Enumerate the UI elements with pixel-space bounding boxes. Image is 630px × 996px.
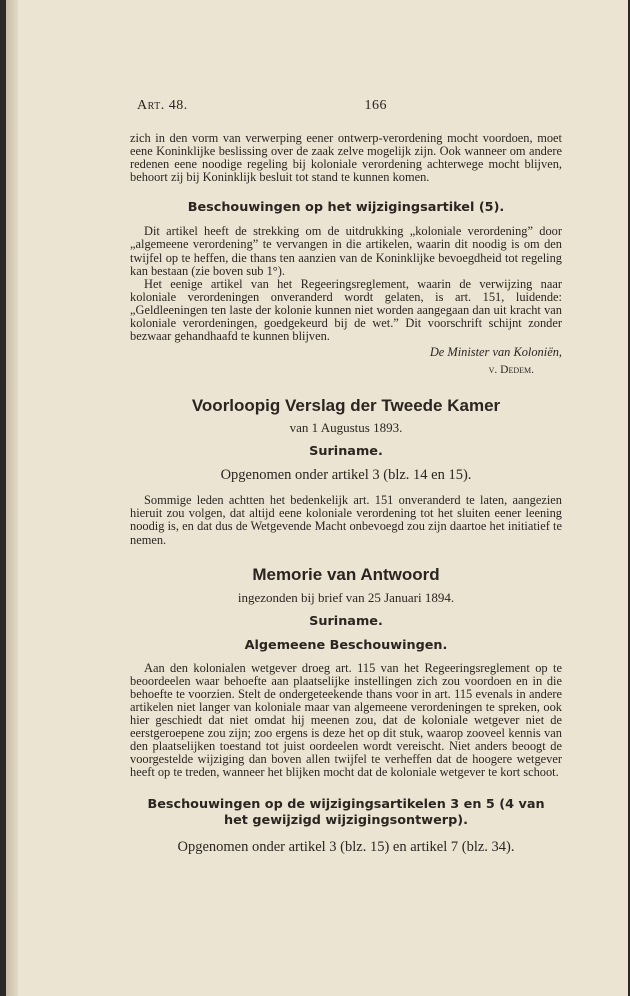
- article-label: Art. 48.: [137, 98, 188, 113]
- voorloopig-verslag-title: Voorloopig Verslag der Tweede Kamer: [191, 396, 501, 416]
- memorie-date: ingezonden bij brief van 25 Januari 1894.: [237, 589, 455, 605]
- page-gutter: [6, 0, 18, 996]
- section3-paragraph: Aan den kolonialen wetgever droeg art. 115 van het Regeeringsreglement op te beoordeelen waar behoefte aan plaatselijke instellingen zich zou voordoen en in die behoefte te voorzien. Stelt de ondergeteekende thans voor in art. 115 evenals in andere artikelen niet langer van koloniale maar van algemeene verordeningen te spreken, ook hier geschiedt dat niet omdat hij meenen zou, dat de koloniale wetgever niet de eerstgeroepene zou zijn; zoo ergens is deze het op dit stuk, waarop zooveel kennis van den plaatselijken toestand tot juist oordeelen wordt vereischt. Niet anders beoogt de voorgestelde wijziging dan boven allen twijfel te verheffen dat de hoogere wetgever heeft op te treden, wanneer het blijken mocht dat de koloniale wetgever te kort schoot.: [130, 660, 562, 780]
- running-header: [137, 98, 387, 114]
- algemeene-beschouwingen-heading: Algemeene Beschouwingen.: [244, 637, 448, 653]
- section4-heading: Beschouwingen op de wijzigingsartikelen 3 en 5 (4 van het gewijzigd wijzigingsontwerp).: [147, 797, 545, 829]
- section1-paragraph-1: Dit artikel heeft de strekking om de uitdrukking „koloniale verordening” door „algemeene verordening” te vervangen in die artikelen, waarin dit noodig is om den twijfel op te heffen, die thans ten aanzien van de Koninklijke bevoegdheid tot regeling kan bestaan (zie boven sub 1°).: [130, 224, 562, 278]
- section2-opgenomen: Opgenomen onder artikel 3 (blz. 14 en 15).: [220, 467, 472, 484]
- section2-paragraph: Sommige leden achtten het bedenkelijk art. 151 onveranderd te laten, aangezien hieruit zou volgen, dat altijd eene koloniale verordening tot het sluiten eener leening noodig is, en dat dus de Wetgevende Macht onbevoegd zou zijn daartoe het initiatief te nemen.: [130, 493, 562, 547]
- page-content: [130, 98, 562, 856]
- signature-name: v. Dedem.: [488, 364, 534, 377]
- voorloopig-verslag-date: van 1 Augustus 1893.: [289, 420, 403, 436]
- page-number: 166: [364, 98, 387, 113]
- section2-subtitle: Suriname.: [309, 444, 383, 460]
- section3-subtitle: Suriname.: [309, 613, 383, 629]
- section1-paragraph-2: Het eenige artikel van het Regeeringsreglement, waarin de verwijzing naar koloniale verordeningen onveranderd wordt gelaten, is art. 151, luidende: „Geldleeningen ten laste der kolonie kunnen niet worden aangegaan dan uit kracht van koloniale verordeningen, goedgekeurd bij de wet.” Dit voorschrift schijnt zonder bezwaar gehandhaafd te kunnen blijven.: [130, 276, 562, 344]
- section4-opgenomen: Opgenomen onder artikel 3 (blz. 15) en artikel 7 (blz. 34).: [177, 839, 515, 856]
- memorie-title: Memorie van Antwoord: [252, 564, 440, 584]
- book-page: [6, 0, 628, 996]
- signature-title: De Minister van Koloniën,: [429, 345, 562, 360]
- intro-paragraph: zich in den vorm van verwerping eener ontwerp-verordening mocht voordoen, moet eene Koninklijke beslissing over de zaak zelve mogelijk zijn. Ook wanneer om andere redenen eene noodige regeling bij koloniale verordening achterwege mocht blijven, behoort zij bij Koninklijk besluit tot stand te kunnen komen.: [130, 131, 562, 185]
- section-heading-wijzigingsartikel: Beschouwingen op het wijzigingsartikel (5).: [187, 200, 505, 216]
